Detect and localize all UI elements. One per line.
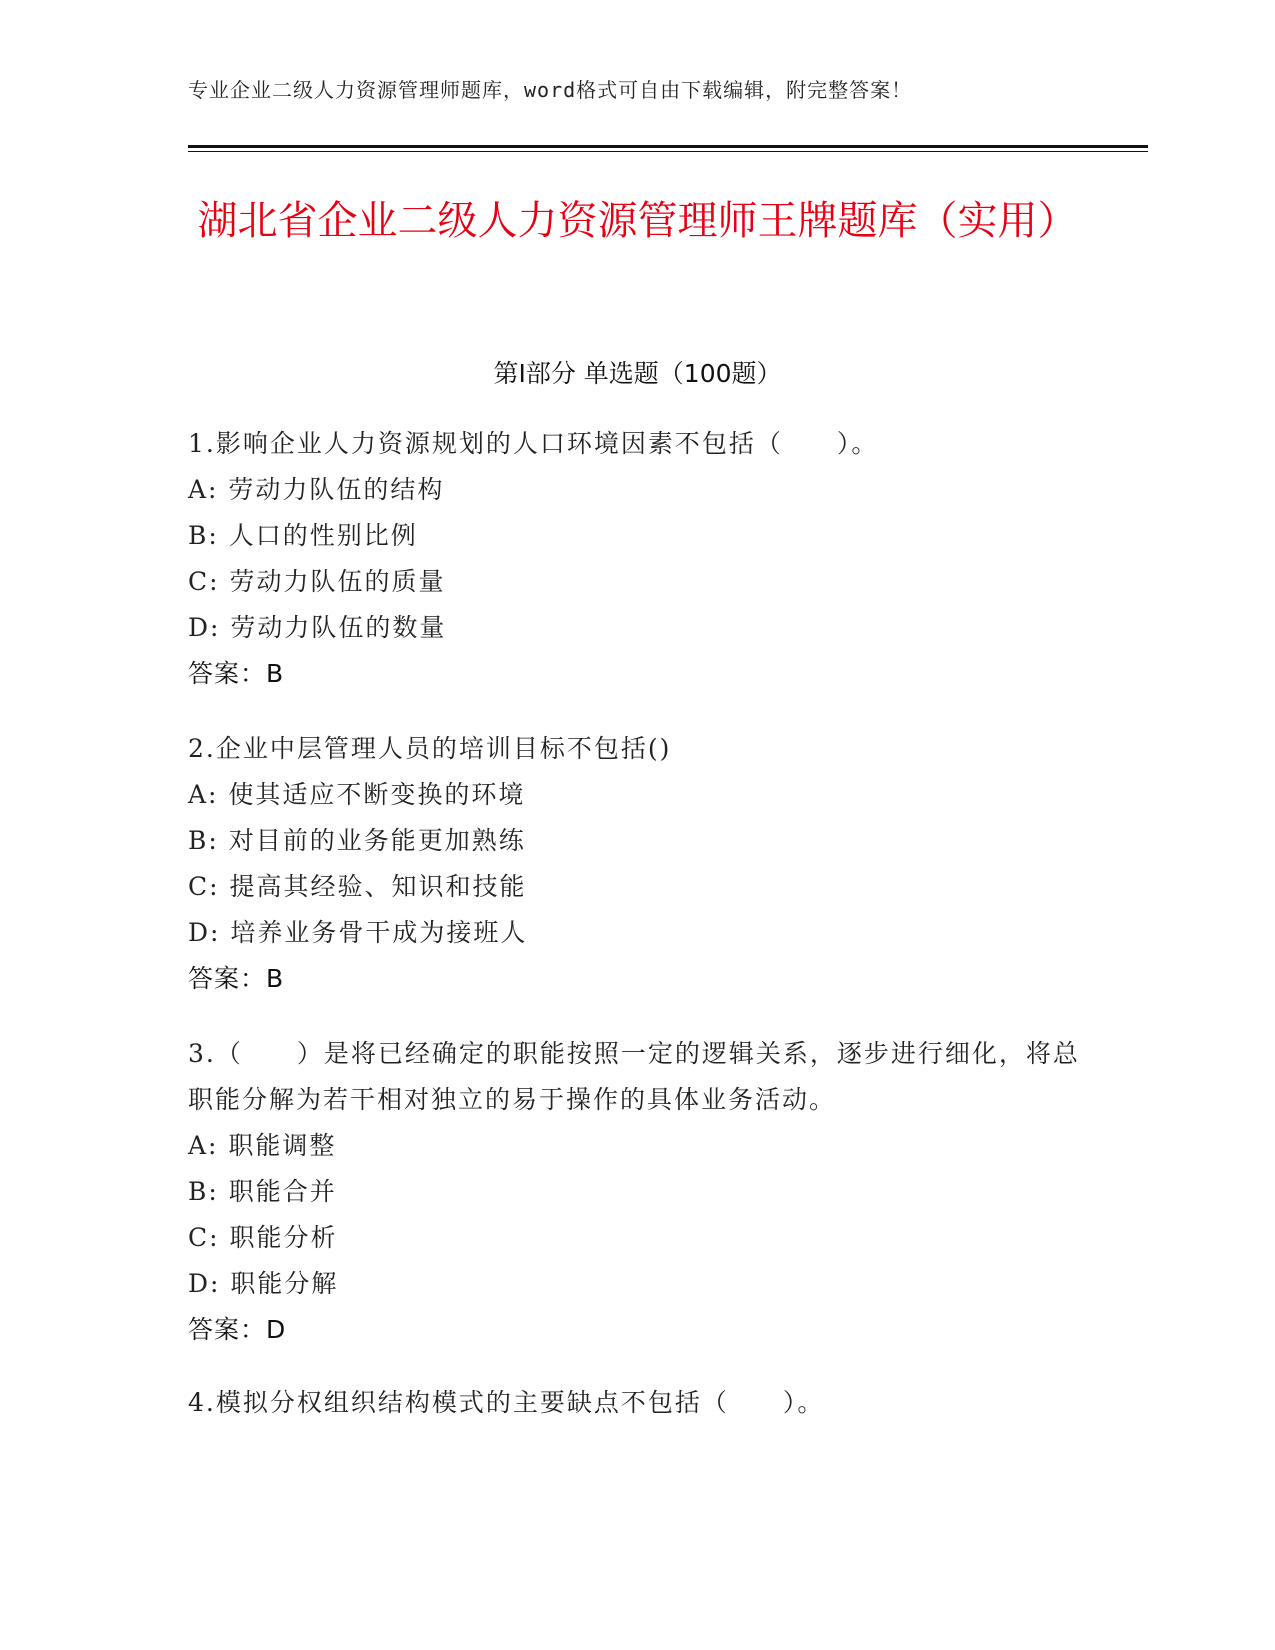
question-text (188, 421, 1088, 467)
option-d: D: 劳动力队伍的数量 (188, 613, 447, 642)
option-b: B: 人口的性别比例 (188, 521, 418, 550)
option-c: C: 劳动力队伍的质量 (188, 567, 446, 596)
option-b: B: 对目前的业务能更加熟练 (188, 826, 526, 855)
answer: 答案：B (188, 964, 285, 993)
option-b: B: 职能合并 (188, 1177, 337, 1206)
option-a: A: 使其适应不断变换的环境 (188, 780, 526, 809)
question-number: 4. (188, 1388, 216, 1417)
option-c: C: 提高其经验、知识和技能 (188, 872, 527, 901)
question-number: 2. (188, 734, 216, 763)
question-3 (188, 1031, 1088, 1353)
question-stem: 企业中层管理人员的培训目标不包括() (215, 734, 672, 763)
section-heading: 第Ⅰ部分 单选题（100题） (493, 359, 782, 388)
header-rule-thin (188, 151, 1148, 152)
answer: 答案：D (188, 1315, 287, 1344)
question-stem: （ ）是将已经确定的职能按照一定的逻辑关系，逐步进行细化，将总职能分解为若干相对独立的易于操作的具体业务活动。 (188, 1039, 1080, 1114)
question-text (188, 726, 1088, 772)
question-number: 3. (188, 1039, 216, 1068)
question-text (188, 1031, 1088, 1123)
question-2 (188, 726, 1088, 1002)
document-title: 湖北省企业二级人力资源管理师王牌题库（实用） (197, 198, 1078, 244)
question-stem: 影响企业人力资源规划的人口环境因素不包括（ ）。 (215, 429, 879, 458)
question-1 (188, 421, 1088, 697)
answer: 答案：B (188, 659, 285, 688)
question-text (188, 1380, 1088, 1426)
option-d: D: 培养业务骨干成为接班人 (188, 918, 528, 947)
question-number: 1. (188, 429, 216, 458)
option-c: C: 职能分析 (188, 1223, 338, 1252)
option-d: D: 职能分解 (188, 1269, 339, 1298)
option-a: A: 劳动力队伍的结构 (188, 475, 445, 504)
question-4 (188, 1380, 1088, 1426)
option-a: A: 职能调整 (188, 1131, 337, 1160)
header-rule (188, 145, 1148, 148)
header-note: 专业企业二级人力资源管理师题库，word格式可自由下载编辑，附完整答案！ (188, 78, 913, 102)
question-stem: 模拟分权组织结构模式的主要缺点不包括（ ）。 (215, 1388, 825, 1417)
